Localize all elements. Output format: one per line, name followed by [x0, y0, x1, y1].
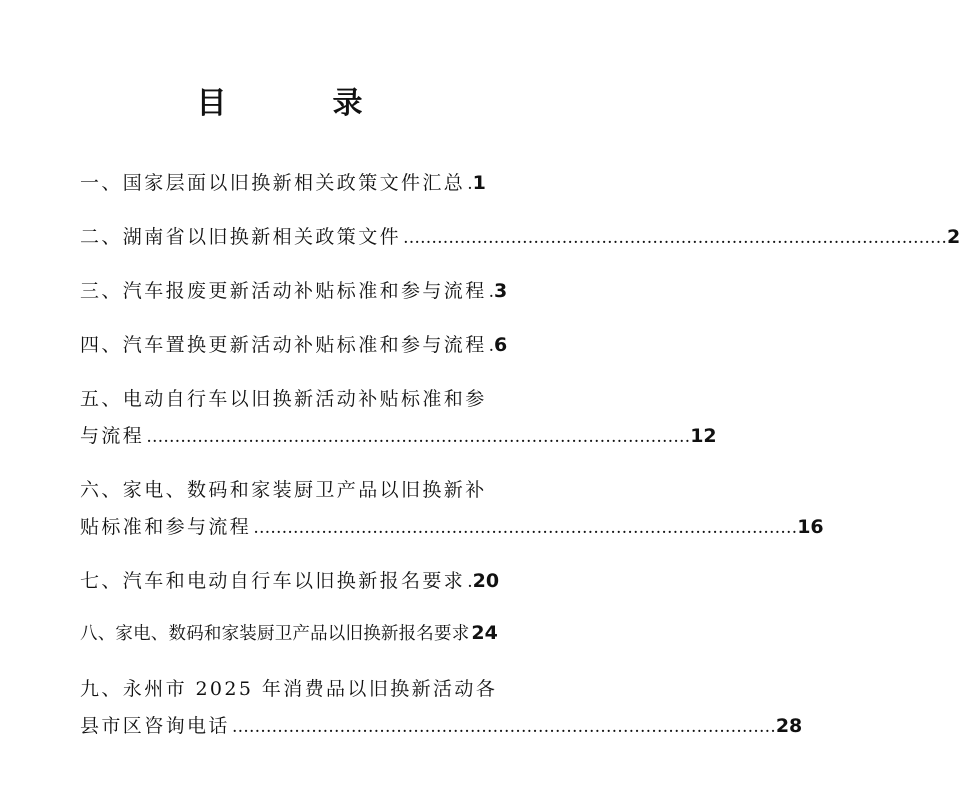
- toc-entry-text: 七、汽车和电动自行车以旧换新报名要求: [80, 570, 466, 592]
- toc-page-number: 3: [494, 280, 508, 302]
- toc-page-number: 2: [947, 226, 960, 248]
- toc-leader: [230, 717, 776, 737]
- toc-entry-5[interactable]: [80, 384, 717, 458]
- toc-entry-4[interactable]: [80, 330, 508, 367]
- toc-leader: .: [467, 174, 473, 194]
- toc-entry-8[interactable]: [80, 620, 498, 657]
- toc-page-number: 1: [472, 172, 486, 194]
- toc-entry-2[interactable]: [80, 222, 960, 259]
- toc-leader: .: [488, 282, 495, 302]
- toc-leader: [401, 228, 947, 248]
- toc-page-number: 20: [472, 570, 500, 592]
- toc-leader: .: [467, 572, 473, 592]
- toc-page-number: 16: [797, 516, 824, 538]
- toc-entry-text: 二、湖南省以旧换新相关政策文件: [80, 226, 402, 248]
- toc-entry-6[interactable]: [80, 475, 824, 549]
- toc-entry-text-line2: 县市区咨询电话: [80, 715, 230, 737]
- toc-entry-3[interactable]: [80, 276, 508, 313]
- toc-entry-text-line1: 六、家电、数码和家装厨卫产品以旧换新补: [80, 479, 487, 501]
- toc-entry-7[interactable]: [80, 566, 500, 603]
- toc-entry-text-line2: 与流程: [80, 425, 145, 447]
- toc-leader: [251, 518, 797, 538]
- toc-entry-text: 四、汽车置换更新活动补贴标准和参与流程: [80, 334, 487, 356]
- toc-leader: .: [488, 336, 495, 356]
- page-title: 目 录: [196, 86, 401, 121]
- toc-page-number: 24: [471, 622, 498, 644]
- toc-page-number: 6: [494, 334, 508, 356]
- toc-page-number: 28: [775, 715, 803, 737]
- toc-entry-text: 三、汽车报废更新活动补贴标准和参与流程: [80, 280, 487, 302]
- toc-entry-text-line1: 五、电动自行车以旧换新活动补贴标准和参: [80, 388, 487, 410]
- toc-entry-9[interactable]: [80, 674, 803, 748]
- toc-entry-text: 一、国家层面以旧换新相关政策文件汇总: [80, 172, 466, 194]
- toc-entry-text-line1: 九、永州市 2025 年消费品以旧换新活动各: [80, 678, 498, 700]
- toc-entry-text: 八、家电、数码和家装厨卫产品以旧换新报名要求: [80, 624, 470, 644]
- toc-entry-1[interactable]: [80, 168, 484, 205]
- toc-page-number: 12: [690, 425, 717, 447]
- table-of-contents: [80, 168, 960, 765]
- toc-entry-text-line2: 贴标准和参与流程: [80, 516, 252, 538]
- toc-leader: [144, 427, 690, 447]
